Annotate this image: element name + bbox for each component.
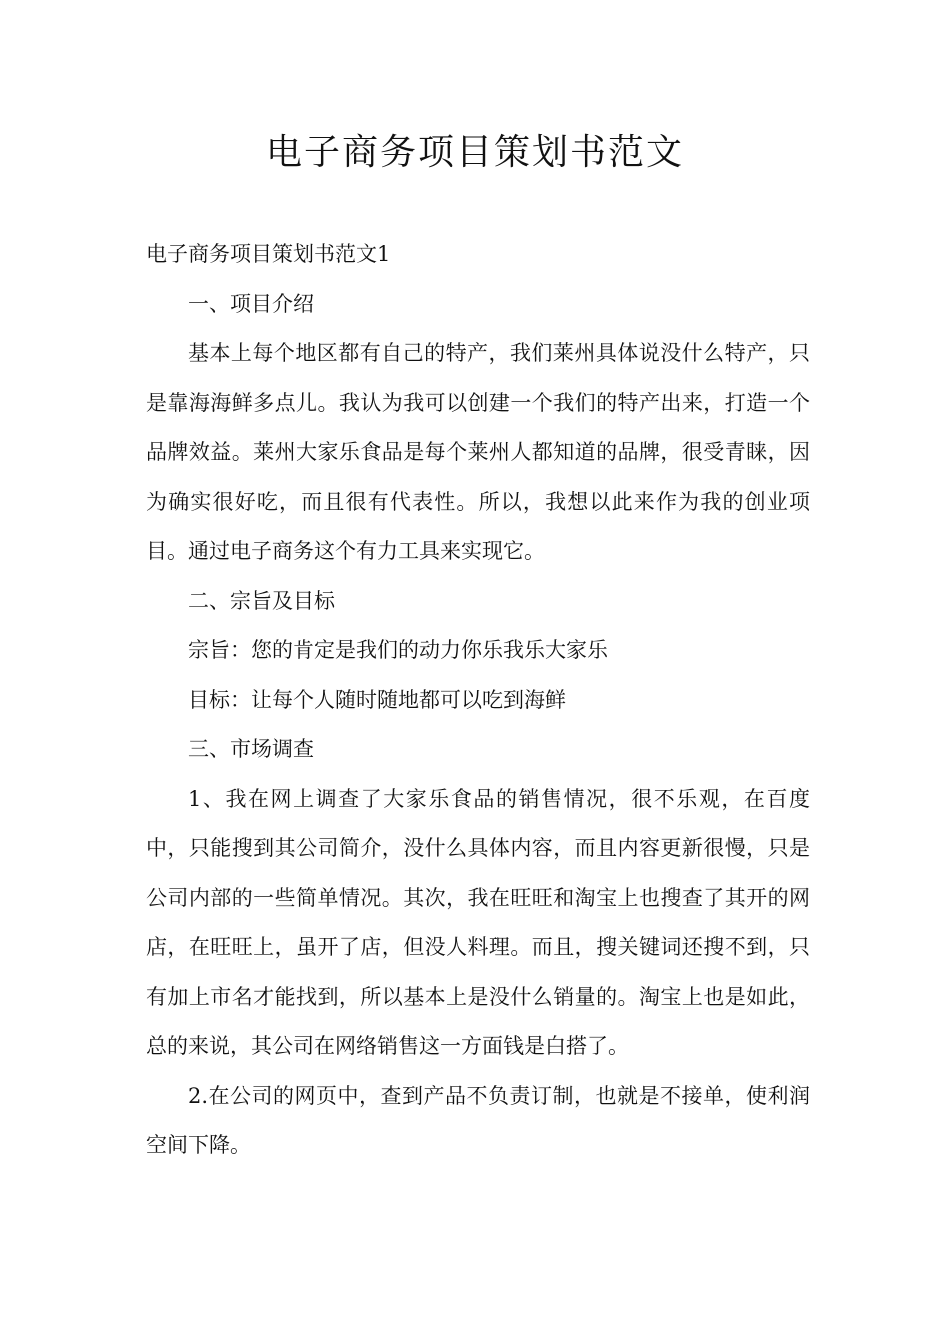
paragraph-market-1: 1、我在网上调查了大家乐食品的销售情况，很不乐观，在百度中，只能搜到其公司简介，没什么具体内容，而且内容更新很慢，只是公司内部的一些简单情况。其次，我在旺旺和淘宝上也搜查了其开的网店，在旺旺上，虽开了店，但没人料理。而且，搜关键词还搜不到，只有加上市名才能找到，所以基本上是没什么销量的。淘宝上也是如此，总的来说，其公司在网络销售这一方面钱是白搭了。 [146,786,810,1058]
paragraph-purpose: 宗旨：您的肯定是我们的动力你乐我乐大家乐 [188,638,608,662]
document-body [146,230,810,1171]
paragraph-market-2: 2.在公司的网页中，查到产品不负责订制，也就是不接单，使利润空间下降。 [146,1083,810,1157]
section-heading-intro: 一、项目介绍 [188,291,314,316]
section-heading-doc: 电子商务项目策划书范文1 [146,242,391,266]
paragraph-intro: 基本上每个地区都有自己的特产，我们莱州具体说没什么特产，只是靠海海鲜多点儿。我认为我可以创建一个我们的特产出来，打造一个品牌效益。莱州大家乐食品是每个莱州人都知道的品牌，很受青睐，因为确实很好吃，而且很有代表性。所以，我想以此来作为我的创业项目。通过电子商务这个有力工具来实现它。 [146,341,810,563]
paragraph-target: 目标：让每个人随时随地都可以吃到海鲜 [188,687,566,712]
document-title: 电子商务项目策划书范文 [265,132,684,173]
section-heading-market: 三、市场调查 [188,737,314,761]
section-heading-goals: 二、宗旨及目标 [188,588,335,613]
